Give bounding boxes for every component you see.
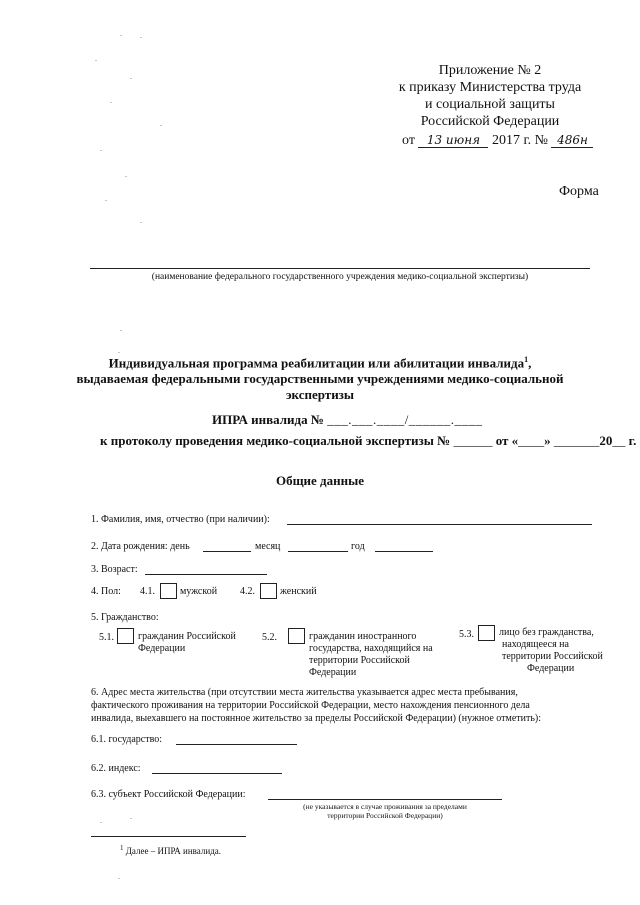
sex-label: 4. Пол: bbox=[91, 586, 121, 597]
sex-male-number: 4.1. bbox=[140, 586, 155, 597]
handwritten-date: 13 июня bbox=[418, 133, 488, 148]
fio-label: 1. Фамилия, имя, отчество (при наличии): bbox=[91, 514, 270, 525]
age-label: 3. Возраст: bbox=[91, 564, 138, 575]
stateless-number: 5.3. bbox=[459, 629, 474, 640]
state-input-line[interactable] bbox=[176, 744, 297, 745]
footnote-mark: 1 bbox=[120, 844, 124, 852]
protocol-year-field[interactable]: __ bbox=[612, 433, 626, 448]
title-line-1: Индивидуальная программа реабилитации или абилитации инвалида bbox=[108, 355, 525, 371]
dob-day-line[interactable] bbox=[203, 551, 251, 552]
country-line: Российской Федерации bbox=[420, 114, 560, 129]
ipra-number-line: ИПРА инвалида № ___.___.____/______.____ bbox=[212, 412, 483, 427]
citizenship-foreign-number: 5.2. bbox=[262, 632, 277, 643]
document-title: Индивидуальная программа реабилитации или абилитации инвалида$^1$, выдаваемая федеральными государственными учреждениями медико-социальной экспертизы bbox=[60, 352, 580, 403]
protocol-number-field[interactable]: ______ bbox=[453, 433, 493, 448]
sex-female-number: 4.2. bbox=[240, 586, 255, 597]
institution-name-line bbox=[90, 268, 590, 269]
index-label: 6.2. индекс: bbox=[91, 763, 141, 774]
dob-year-label: год bbox=[351, 541, 365, 552]
dob-year-line[interactable] bbox=[375, 551, 433, 552]
protocol-day-field[interactable]: ____ bbox=[518, 433, 545, 448]
sex-female-label: женский bbox=[280, 586, 317, 597]
dob-label: 2. Дата рождения: день bbox=[91, 541, 190, 552]
sex-female-checkbox[interactable] bbox=[260, 583, 277, 599]
footnote-separator bbox=[91, 836, 246, 837]
subject-label: 6.3. субъект Российской Федерации: bbox=[91, 789, 246, 800]
header-block bbox=[380, 62, 600, 130]
address-instructions: 6. Адрес места жительства (при отсутствии места жительства указывается адрес места пребывания, фактического проживания на территории Российской Федерации, место нахождения пенсионного дела инвалида, выехавшего на постоянное жительство за пределы Российской Федерации) (нужное отметить): bbox=[91, 687, 542, 724]
handwritten-number: 486н bbox=[551, 133, 593, 148]
order-ref-line: к приказу Министерства труда bbox=[398, 80, 582, 95]
section-title: Общие данные bbox=[275, 473, 365, 488]
order-date-line: от 13 июня 2017 г. № 486н bbox=[402, 133, 593, 149]
state-label: 6.1. государство: bbox=[91, 734, 163, 745]
citizenship-label: 5. Гражданство: bbox=[91, 612, 159, 623]
dob-month-line[interactable] bbox=[288, 551, 348, 552]
citizenship-rf-checkbox[interactable] bbox=[117, 628, 134, 644]
index-input-line[interactable] bbox=[152, 773, 282, 774]
age-input-line[interactable] bbox=[145, 574, 267, 575]
footnote-text: $^1$ Далее – ИПРА инвалида. bbox=[120, 844, 222, 856]
fio-input-line[interactable] bbox=[287, 524, 592, 525]
ipra-number-field[interactable]: ___.___.____/______.____ bbox=[327, 412, 483, 427]
sex-male-checkbox[interactable] bbox=[160, 583, 177, 599]
title-line-2: выдаваемая федеральными государственными учреждениями медико-социальной bbox=[76, 371, 564, 387]
appendix-number: Приложение № 2 bbox=[438, 63, 542, 78]
form-label: Форма bbox=[559, 184, 599, 199]
stateless-label: лицо без гражданства, находящееся на территории Российской Федерации bbox=[499, 627, 603, 674]
citizenship-rf-number: 5.1. bbox=[99, 632, 114, 643]
protocol-month-field[interactable]: _______ bbox=[553, 433, 600, 448]
citizenship-foreign-checkbox[interactable] bbox=[288, 628, 305, 644]
ministry-line: и социальной защиты bbox=[425, 97, 555, 112]
subject-input-line[interactable] bbox=[268, 799, 502, 800]
institution-caption: (наименование федерального государственного учреждения медико-социальной экспертизы) bbox=[151, 272, 529, 282]
subject-note: (не указывается в случае проживания за пределами территории Российской Федерации) bbox=[303, 802, 467, 820]
stateless-checkbox[interactable] bbox=[478, 625, 495, 641]
sex-male-label: мужской bbox=[180, 586, 218, 597]
protocol-line: к протоколу проведения медико-социальной экспертизы № ______ от «____» _______20__ г. bbox=[100, 433, 637, 448]
footnote-ref: 1 bbox=[524, 355, 529, 364]
citizenship-rf-label: гражданин Российской Федерации bbox=[138, 631, 236, 654]
title-line-3: экспертизы bbox=[285, 387, 355, 403]
citizenship-foreign-label: гражданин иностранного государства, находящийся на территории Российской Федерации bbox=[309, 631, 433, 678]
dob-month-label: месяц bbox=[255, 541, 281, 552]
